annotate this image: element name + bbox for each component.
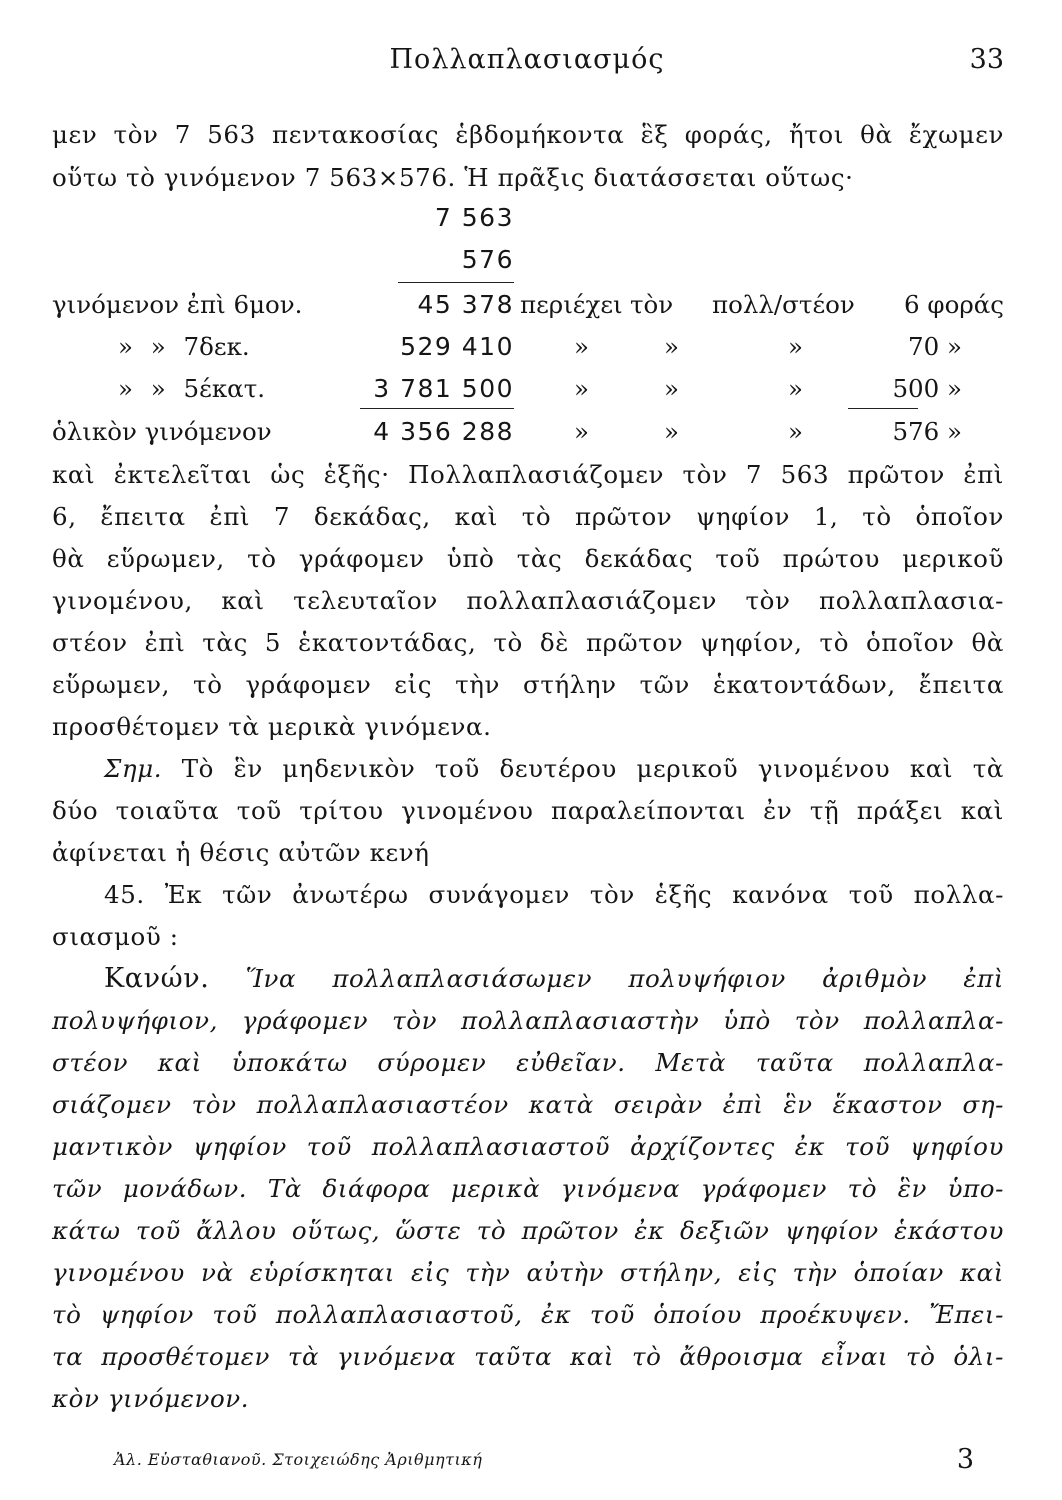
- rule-line: μαντικὸν ψηφίον τοῦ πολλαπλασιαστοῦ ἀρχίζοντες ἐκ τοῦ ψηφίου: [52, 1132, 1004, 1161]
- sum-underline: [360, 408, 514, 409]
- running-header: [50, 44, 1004, 84]
- text-line: μεν τὸν 7 563 πεντακοσίας ἑβδομήκοντα ἓξ φοράς, ἤτοι θὰ ἔχωμεν: [52, 120, 1004, 149]
- ditto-mark: »: [664, 332, 679, 361]
- ditto-mark: »: [664, 374, 679, 403]
- row-times: 6 φοράς: [904, 290, 1004, 319]
- ditto-mark: »: [788, 332, 803, 361]
- row-times: 576 »: [892, 417, 962, 446]
- text-line: εὕρωμεν, τὸ γράφομεν εἰς τὴν στήλην τῶν ἑκατοντάδων, ἔπειτα: [52, 670, 1004, 699]
- row-times: 500 »: [892, 374, 962, 403]
- book-credit: Ἀλ. Εὐσταθιανοῦ. Στοιχειώδης Ἀριθμητική: [114, 1450, 483, 1469]
- rule-line: στέον καὶ ὑποκάτω σύρομεν εὐθεῖαν. Μετὰ ταῦτα πολλαπλα-: [52, 1048, 1004, 1077]
- ditto-mark: »: [788, 417, 803, 446]
- rule-line: τῶν μονάδων. Τὰ διάφορα μερικὰ γινόμενα γράφομεν τὸ ἓν ὑπο-: [52, 1174, 1004, 1203]
- text-line: προσθέτομεν τὰ μερικὰ γινόμενα.: [52, 712, 492, 741]
- ditto-mark: »: [788, 374, 803, 403]
- rule-line: σιάζομεν τὸν πολλαπλασιαστέον κατὰ σειρὰν ἐπὶ ἓν ἕκαστον ση-: [52, 1090, 1004, 1119]
- text-line: 6, ἔπειτα ἐπὶ 7 δεκάδας, καὶ τὸ πρῶτον ψηφίον 1, τὸ ὁποῖον: [52, 502, 1004, 531]
- rule-text: Ἵνα πολλαπλασιάσωμεν πολυψήφιον ἀριθμὸν ἐπὶ: [245, 964, 1005, 993]
- row-times: 70 »: [908, 332, 962, 361]
- ditto-mark: »: [574, 332, 589, 361]
- row-label: » » 7δεκ.: [118, 332, 250, 361]
- text-line: στέον ἐπὶ τὰς 5 ἑκατοντάδας, τὸ δὲ πρῶτον ψηφίον, τὸ ὁποῖον θὰ: [52, 628, 1004, 657]
- partial-product: 3 781 500: [373, 374, 514, 403]
- rule-line: γινομένου νὰ εὑρίσκηται εἰς τὴν αὐτὴν στήλην, εἰς τὴν ὁποίαν καὶ: [52, 1258, 1004, 1287]
- row-verb: περιέχει: [520, 290, 623, 319]
- rule-label: Κανών.: [104, 963, 210, 994]
- note-label: Σημ.: [104, 754, 163, 783]
- multiplier: 576: [461, 245, 514, 274]
- text-line: ἀφίνεται ἡ θέσις αὐτῶν κενή: [52, 838, 430, 867]
- multiplicand: 7 563: [434, 203, 514, 232]
- text-line: δύο τοιαῦτα τοῦ τρίτου γινομένου παραλείπονται ἐν τῇ πράξει καὶ: [52, 796, 1004, 825]
- ditto-mark: »: [574, 417, 589, 446]
- row-label: ὁλικὸν γινόμενον: [52, 417, 272, 446]
- partial-product: 529 410: [400, 332, 514, 361]
- row-label: » » 5έκατ.: [118, 374, 266, 403]
- text-line: καὶ ἐκτελεῖται ὡς ἑξῆς· Πολλαπλασιάζομεν τὸν 7 563 πρῶτον ἐπὶ: [52, 460, 1004, 489]
- rule-line: τὸ ψηφίον τοῦ πολλαπλασιαστοῦ, ἐκ τοῦ ὁποίου προέκυψεν. Ἔπει-: [52, 1300, 1004, 1329]
- page-number: 33: [969, 44, 1004, 75]
- row-label: γινόμενον ἐπὶ 6μον.: [52, 290, 303, 319]
- page-footer: [0, 1440, 1004, 1480]
- row-object: πολλ/στέον: [712, 290, 855, 319]
- running-title: Πολλαπλασιασμός: [389, 44, 665, 75]
- text-line: θὰ εὕρωμεν, τὸ γράφομεν ὑπὸ τὰς δεκάδας τοῦ πρώτου μερικοῦ: [52, 544, 1004, 573]
- row-article: τὸν: [630, 290, 674, 319]
- text-line: σιασμοῦ :: [52, 922, 179, 951]
- section-heading-line: 45. Ἐκ τῶν ἀνωτέρω συνάγομεν τὸν ἑξῆς κανόνα τοῦ πολλα-: [104, 880, 1004, 909]
- times-underline: [848, 408, 918, 409]
- rule-line: κάτω τοῦ ἄλλου οὕτως, ὥστε τὸ πρῶτον ἐκ δεξιῶν ψηφίον ἑκάστου: [52, 1216, 1004, 1245]
- partial-product: 45 378: [417, 290, 514, 319]
- ditto-mark: »: [664, 417, 679, 446]
- multiplier-underline: [398, 282, 514, 283]
- text-line: οὕτω τὸ γινόμενον 7 563×576. Ἡ πρᾶξις διατάσσεται οὕτως·: [52, 163, 854, 192]
- rule-line: τα προσθέτομεν τὰ γινόμενα ταῦτα καὶ τὸ ἄθροισμα εἶναι τὸ ὁλι-: [52, 1342, 1004, 1371]
- text-line: γινομένου, καὶ τελευταῖον πολλαπλασιάζομεν τὸν πολλαπλασια-: [52, 586, 1004, 615]
- total-product: 4 356 288: [373, 417, 514, 446]
- note-first-line: [104, 749, 1004, 789]
- signature-mark: 3: [956, 1444, 974, 1475]
- rule-first-line: [104, 959, 1004, 999]
- ditto-mark: »: [574, 374, 589, 403]
- rule-line: πολυψήφιον, γράφομεν τὸν πολλαπλασιαστὴν ὑπὸ τὸν πολλαπλα-: [52, 1006, 1004, 1035]
- note-text: Τὸ ἓν μηδενικὸν τοῦ δευτέρου μερικοῦ γινομένου καὶ τὰ: [181, 754, 1004, 783]
- rule-line: κὸν γινόμενον.: [52, 1384, 250, 1413]
